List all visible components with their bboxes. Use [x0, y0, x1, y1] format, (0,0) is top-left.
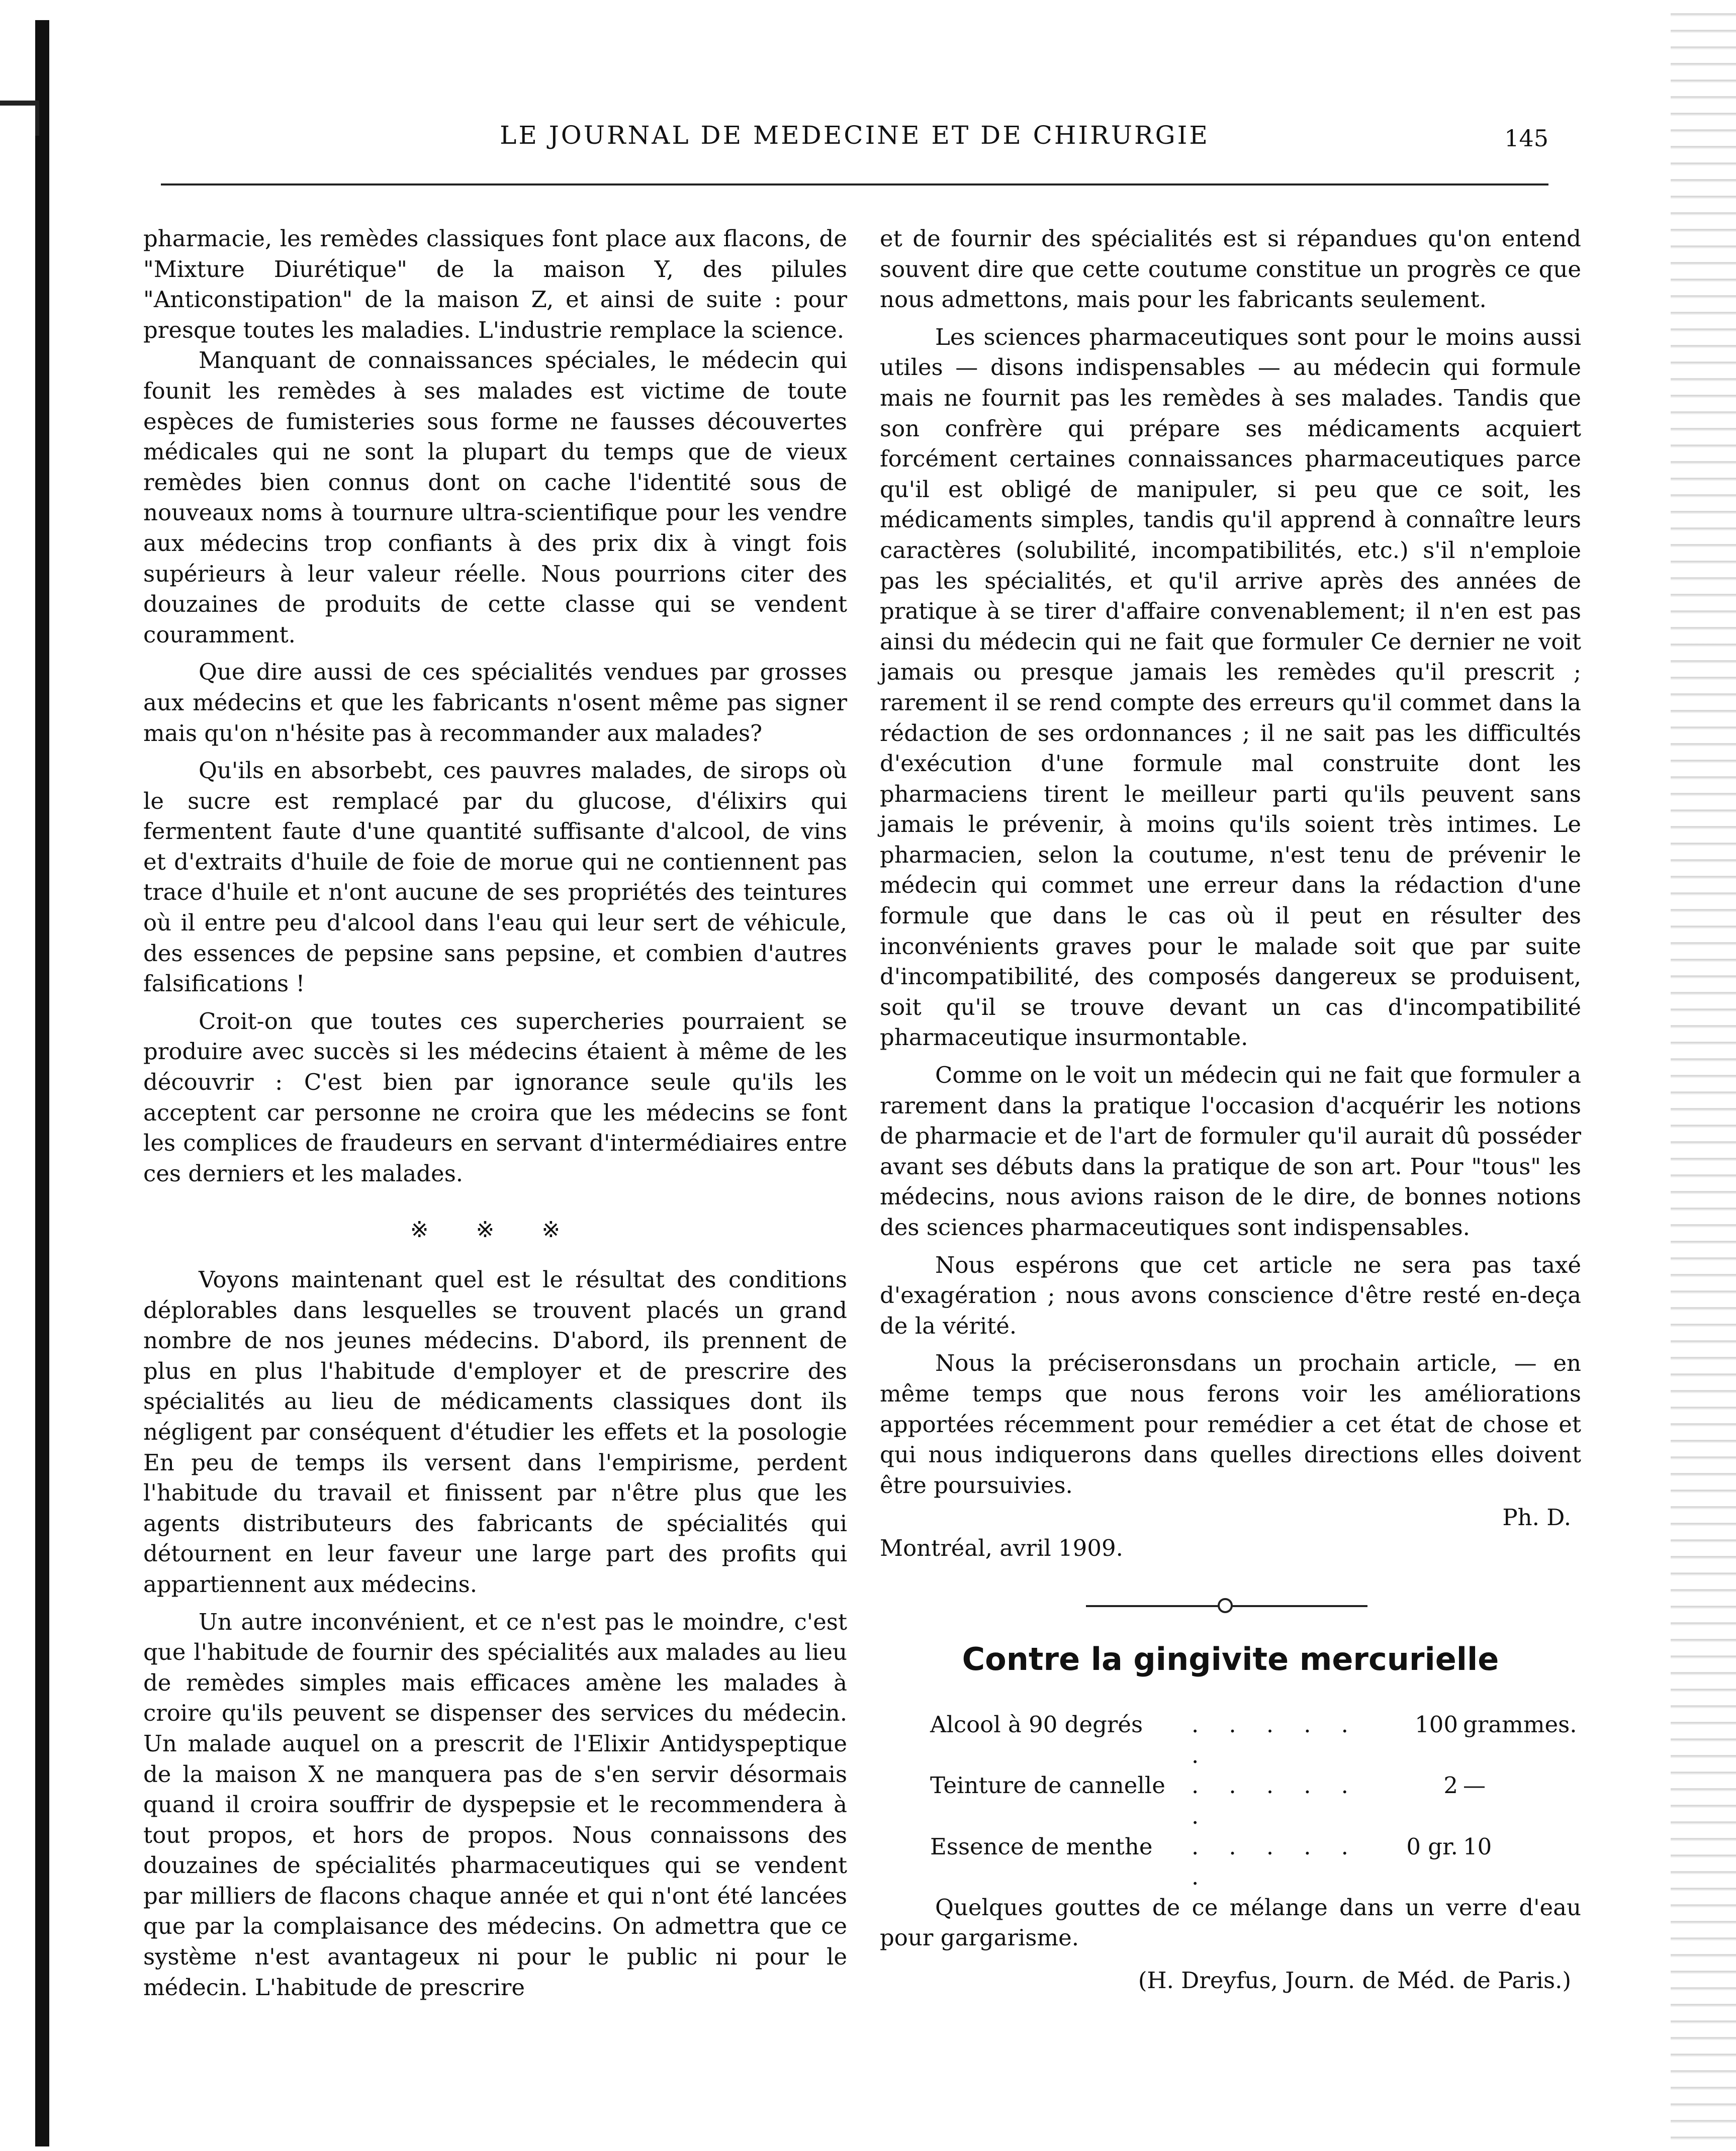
- paragraph: Comme on le voit un médecin qui ne fait que formuler a rarement dans la pratique l'occasion d'acquérir les notions de pharmacie et de l'art de formuler qu'il aurait dû posséder avant ses débuts dans la pratique de son art. Pour "tous" les médecins, nous avions raison de le dire, de bonnes notions des sciences pharmaceutiques sont indispensables.: [880, 1062, 1581, 1241]
- binding-mark: [0, 101, 39, 136]
- recipe-note: Quelques gouttes de ce mélange dans un verre d'eau pour gargarisme.: [880, 1894, 1581, 1951]
- ingredient-quantity: 2: [1443, 1772, 1458, 1799]
- left-column: [143, 224, 847, 2003]
- paragraph: Les sciences pharmaceutiques sont pour le moins aussi utiles — disons indispensables — au médecin qui formule mais ne fournit pas les remèdes à ses malades. Tandis que son confrère qui prépare ses médicaments acquiert forcément certaines connaissances pharmaceutiques parce qu'il est obligé de manipuler, si peu que ce soit, les médicaments simples, tandis qu'il apprend à connaître leurs caractères (solubilité, incompatibilités, etc.) s'il n'emploie pas les spécialités, et qu'il arrive après des années de pratique à se tirer d'affaire convenablement; il n'en est pas ainsi du médecin qui ne fait que formuler Ce dernier ne voit jamais ou presque jamais les remèdes qu'il prescrit ; rarement il se rend compte des erreurs qu'il commet dans la rédaction de ses ordonnances ; il ne sait pas les difficultés d'exécution d'une formule mal construite dont les pharmaciens tirent le meilleur parti qu'ils peuvent sans jamais le prévenir, à moins qu'ils soient très intimes. Le pharmacien, selon la coutume, n'est tenu de prévenir le médecin qui commet une erreur dans la rédaction d'une formule que dans le cas où il peut en résulter des inconvénients graves pour le malade soit que par suite d'incompatibilité, des composés dangereux se produisent, soit qu'il se trouve devant un cas d'incompatibilité pharmaceutique insurmontable.: [880, 323, 1581, 1051]
- page-header: [161, 121, 1548, 166]
- section-title: Contre la gingivite mercurielle: [962, 1640, 1499, 1677]
- right-column: [880, 224, 1581, 1996]
- paragraph: Qu'ils en absorbebt, ces pauvres malades, de sirops où le sucre est remplacé par du glucose, d'élixirs qui fermentent faute d'une quantité suffisante d'alcool, de vins et d'extraits d'huile de foie de morue qui ne contiennent pas trace d'huile et n'ont aucune de ses propriétés des teintures où il entre peu d'alcool dans l'eau qui leur sert de véhicule, des essences de pepsine sans pepsine, et combien d'autres falsifications !: [143, 757, 847, 997]
- paragraph: pharmacie, les remèdes classiques font place aux flacons, de "Mixture Diurétique" de la maison Y, des pilules "Anticonstipation" de la maison Z, et ainsi de suite : pour presque toutes les maladies. L'industrie remplace la science.: [143, 225, 847, 343]
- paragraph: Voyons maintenant quel est le résultat des conditions déplorables dans lesquelles se trouvent placés un grand nombre de nos jeunes médecins. D'abord, ils prennent de plus en plus l'habitude d'employer et de prescrire des spécialités au lieu de médicaments classiques dont ils négligent par conséquent d'étudier les effets et la posologie En peu de temps ils versent dans l'empirisme, perdent l'habitude du travail et finissent par n'être plus que les agents distributeurs des fabricants de spécialités qui détournent en leur faveur une large part des profits qui appartiennent aux médecins.: [143, 1266, 847, 1598]
- ingredient-name: Teinture de cannelle: [930, 1772, 1165, 1799]
- recipe-row: [880, 1710, 1581, 1770]
- divider-knot: [1218, 1598, 1233, 1613]
- header-rule: [161, 183, 1548, 185]
- ingredient-name: Essence de menthe: [930, 1833, 1153, 1860]
- paragraph: Manquant de connaissances spéciales, le médecin qui founit les remèdes à ses malades est victime de toute espèces de fumisteries sous forme ne fausses découvertes médicales qui ne sont la plupart du temps que de vieux remèdes bien connus dont on cache l'identité sous de nouveaux noms à tournure ultra-scientifique pour les vendre aux médecins trop confiants à des prix dix à vingt fois supérieurs à leur valeur réelle. Nous pourrions citer des douzaines de produits de cette classe qui se vendent couramment.: [143, 347, 847, 648]
- leader-dots: . . . . . .: [1192, 1711, 1357, 1768]
- scan-edge-noise: [1671, 0, 1736, 2151]
- journal-title: LE JOURNAL DE MEDECINE ET DE CHIRURGIE: [500, 121, 1210, 150]
- recipe-list: [880, 1710, 1581, 1893]
- paragraph: Croit-on que toutes ces supercheries pourraient se produire avec succès si les médecins étaient à même de les découvrir : C'est bien par ignorance seule qu'ils les acceptent car personne ne croira que les médecins se font les complices de fraudeurs en servant d'intermédiaires entre ces derniers et les malades.: [143, 1007, 847, 1187]
- recipe-row: [880, 1832, 1581, 1893]
- paragraph: et de fournir des spécialités est si répandues qu'on entend souvent dire que cette coutume constitue un progrès ce que nous admettons, mais pour les fabricants seulement.: [880, 225, 1581, 313]
- ingredient-quantity: 100: [1415, 1711, 1458, 1738]
- paragraph: Un autre inconvénient, et ce n'est pas le moindre, c'est que l'habitude de fournir des spécialités aux malades au lieu de remèdes simples mais efficaces amène les malades à croire qu'ils peuvent se dispenser des services du médecin. Un malade auquel on a prescrit de l'Elixir Antidyspeptique de la maison X ne manquera pas de s'en servir désormais quand il croira souffrir de dyspepsie et le recommendera à tout propos, et hors de propos. Nous connaissons des douzaines de spécialités pharmaceutiques qui se vendent par milliers de flacons chaque année et qui n'ont été lancées que par la complaisance des médecins. On admettra que ce système n'est avantageux ni pour le public ni pour le médecin. L'habitude de prescrire: [143, 1608, 847, 2001]
- citation: (H. Dreyfus, Journ. de Méd. de Paris.): [1138, 1967, 1571, 1994]
- author-signature: Ph. D.: [1502, 1504, 1571, 1531]
- section-divider: [880, 1594, 1581, 1624]
- recipe-row: [880, 1770, 1581, 1831]
- page-number: 145: [1504, 125, 1548, 152]
- section-separator: ※ ※ ※: [410, 1217, 581, 1243]
- dateline: Montréal, avril 1909.: [880, 1534, 1123, 1561]
- paragraph: Nous la préciseronsdans un prochain article, — en même temps que nous ferons voir les améliorations apportées récemment pour remédier a cet état de chose et qui nous indiquerons dans quelles directions elles doivent être poursuivies.: [880, 1350, 1581, 1499]
- paragraph: Nous espérons que cet article ne sera pas taxé d'exagération ; nous avons conscience d'être resté en-deça de la vérité.: [880, 1251, 1581, 1339]
- page-binding-edge: [35, 20, 49, 2146]
- leader-dots: . . . . . .: [1192, 1833, 1357, 1891]
- ingredient-name: Alcool à 90 degrés: [930, 1711, 1143, 1738]
- ingredient-unit: —: [1463, 1772, 1486, 1799]
- ingredient-quantity: 0 gr.: [1406, 1833, 1458, 1860]
- paragraph: Que dire aussi de ces spécialités vendues par grosses aux médecins et que les fabricants n'osent même pas signer mais qu'on n'hésite pas à recommander aux malades?: [143, 659, 847, 746]
- ingredient-unit: 10: [1463, 1833, 1492, 1860]
- ingredient-unit: grammes.: [1463, 1711, 1577, 1738]
- leader-dots: . . . . . .: [1192, 1772, 1357, 1829]
